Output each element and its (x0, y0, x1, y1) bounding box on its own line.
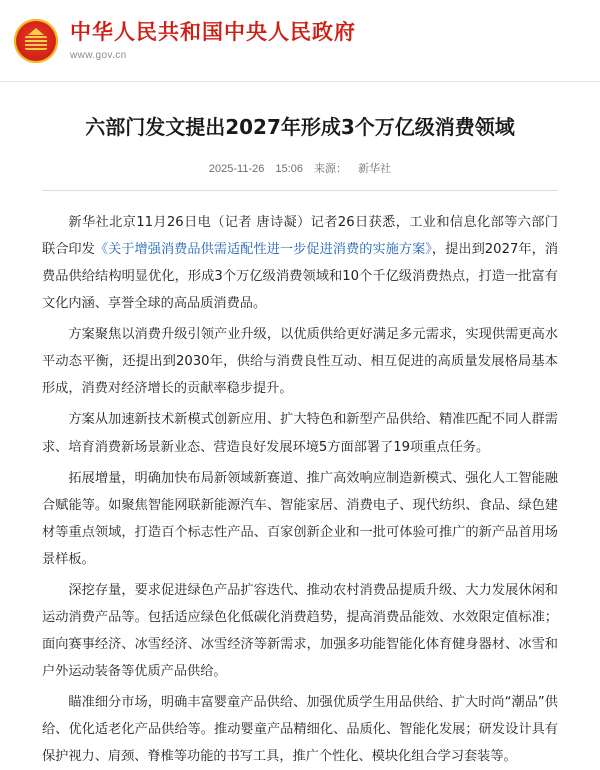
site-branding (70, 20, 356, 61)
paragraph-3: 方案从加速新技术新模式创新应用、扩大特色和新型产品供给、精准匹配不同人群需求、培育消费新场景新业态、营造良好发展环境5方面部署了19项重点任务。 (42, 412, 558, 455)
article-container (0, 82, 600, 770)
page-title: 六部门发文提出2027年形成3个万亿级消费领域 (85, 115, 515, 139)
paragraph-1-tail: ，提出到2027年，消费品供给结构明显优化，形成3个万亿级消费领域和10个千亿级消费热点，打造一批富有文化内涵、享誉全球的高品质消费品。 (42, 242, 559, 312)
paragraph-4: 拓展增量，明确加快布局新领域新赛道、推广高效响应制造新模式、强化人工智能融合赋能等。如聚焦智能网联新能源汽车、智能家居、消费电子、现代纺织、食品、绿色建材等重点领域，打造百个标志性产品、百家创新企业和一批可体验可推广的新产品首用场景样板。 (42, 470, 558, 567)
national-emblem-icon (14, 19, 58, 63)
source-label: 来源： (314, 163, 348, 175)
policy-document-link[interactable]: 《关于增强消费品供需适配性进一步促进消费的实施方案》 (94, 242, 432, 258)
paragraph-1-lead: 新华社北京11月26日电（记者 唐诗凝）记者26日获悉，工业和信息化部等六部门联合印发 (42, 215, 558, 258)
paragraph-5: 深挖存量，要求促进绿色产品扩容迭代、推动农村消费品提质升级、大力发展休闲和运动消费产品等。包括适应绿色化低碳化消费趋势，提高消费品能效、水效限定值标准；面向赛事经济、冰雪经济、冰雪经济等新需求，加强多功能智能化体育健身器材、冰雪和户外运动装备等优质产品供给。 (42, 582, 558, 679)
article-body (42, 209, 558, 770)
publish-date: 2025-11-26 (208, 163, 265, 175)
paragraph-6: 瞄准细分市场，明确丰富婴童产品供给、加强优质学生用品供给、扩大时尚“潮品”供给、优化适老化产品供给等。推动婴童产品精细化、品质化、智能化发展；研发设计具有保护视力、肩颈、脊椎等功能的书写工具，推广个性化、模块化组合学习套装等。 (42, 695, 558, 765)
paragraph-1 (42, 209, 558, 317)
article-meta (42, 160, 558, 176)
site-url[interactable]: www.gov.cn (70, 50, 127, 62)
site-header (0, 0, 600, 82)
paragraph-2: 方案聚焦以消费升级引领产业升级，以优质供给更好满足多元需求，实现供需更高水平动态平衡，还提出到2030年，供给与消费良性互动、相互促进的高质量发展格局基本形成，消费对经济增长的贡献率稳步提升。 (42, 327, 558, 397)
source-name: 新华社 (358, 163, 392, 175)
header-divider (42, 190, 558, 191)
publish-time: 15:06 (275, 163, 303, 175)
site-title: 中华人民共和国中央人民政府 (70, 19, 356, 44)
